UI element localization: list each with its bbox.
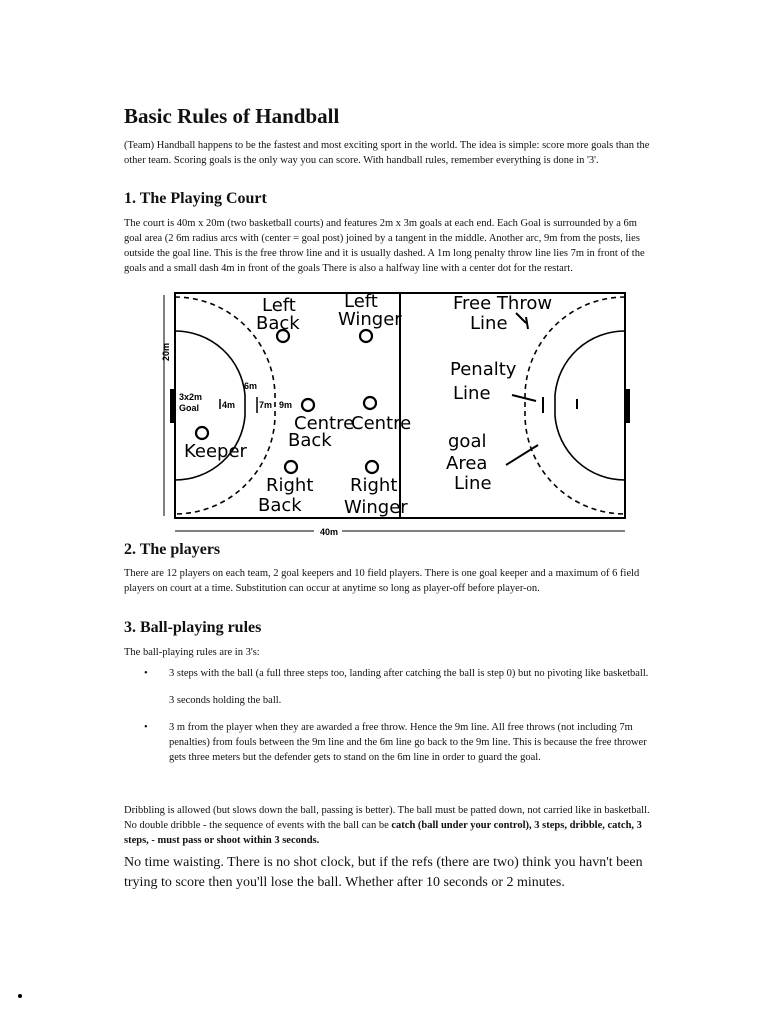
right-goal — [625, 389, 630, 423]
right-free-throw-line — [525, 297, 625, 514]
left-goal — [170, 389, 175, 423]
dim-9m-label: 9m — [279, 400, 293, 410]
centre-label: Centre — [351, 413, 412, 434]
intro-paragraph: (Team) Handball happens to be the fastest and most exciting sport in the world. The idea is simple: score more goals than the other team. Scoring goals is the only way you can score. With handball rules, remember everything is done in '3'. — [124, 140, 650, 166]
ball-rules-list — [124, 666, 656, 765]
bullet-extra-text: 3 seconds holding the ball. — [169, 695, 282, 706]
bullet-text: 3 steps with the ball (a full three steps too, landing after catching the ball is step 0) but no pivoting like basketball. — [169, 668, 649, 679]
bullet-dot: • — [144, 722, 148, 733]
left-back-label-2: Back — [256, 313, 300, 334]
free-throw-label-2: Line — [470, 313, 508, 334]
right-winger-label-1: Right — [350, 475, 398, 496]
free-throw-arrow — [516, 313, 528, 329]
list-item — [124, 666, 656, 708]
list-item — [124, 720, 656, 765]
dribble-text: Dribbling is allowed (but slows down the ball, passing is better). The ball must be patted down, not carried like in basketball. No double dribble - the sequence of events with the ball can be — [124, 805, 650, 831]
dim-7m-label: 7m — [259, 400, 273, 410]
dribble-paragraph — [124, 803, 656, 848]
right-back-marker — [285, 461, 297, 473]
penalty-arrow — [512, 395, 536, 401]
free-throw-label-1: Free Throw — [453, 293, 553, 314]
right-goal-area-line — [555, 331, 625, 480]
players-paragraph: There are 12 players on each team, 2 goal keepers and 10 field players. There is one goal keeper and a maximum of 6 field players on court at a time. Substitution can occur at anytime so long as player-off before player-on. — [124, 568, 640, 594]
goal-area-arrow — [506, 445, 538, 465]
right-back-label-1: Right — [266, 475, 314, 496]
dribble-sequence-text: catch (ball under your control), 3 steps, dribble, catch, 3 steps, - must pass or shoot within 3 seconds. — [124, 820, 642, 846]
court-paragraph: The court is 40m x 20m (two basketball courts) and features 2m x 3m goals at each end. Each Goal is surrounded by a 6m goal area (2 6m radius arcs with (center = goal post) joined by a tangent in the middle. Another arc, 9m from the posts, lies outside the goal line. This is the free throw line and it is usually dashed. A 1m long penalty throw line lies 7m in front of the goals and a small dash 4m in front of the goals There is also a halfway line with a center dot for the restart. — [124, 218, 645, 274]
court-diagram — [148, 283, 658, 541]
goal-word-label: Goal — [179, 403, 200, 413]
goal-area-label-2: Area — [446, 453, 488, 474]
goal-area-label-1: goal — [448, 431, 487, 452]
centre-back-marker — [302, 399, 314, 411]
court-diagram-svg — [148, 283, 658, 541]
right-winger-marker — [366, 461, 378, 473]
penalty-label-1: Penalty — [450, 359, 517, 380]
ball-rules-intro: The ball-playing rules are in 3's: — [124, 647, 260, 658]
dim-4m-label: 4m — [222, 400, 236, 410]
ball-rules-heading: 3. Ball-playing rules — [124, 619, 262, 636]
centre-back-label-1: Centre — [294, 413, 355, 434]
right-winger-label-2: Winger — [344, 497, 408, 518]
closing-note: No time waisting. There is no shot clock, but if the refs (there are two) think you havn't been trying to score then you'll lose the ball. Whether after 10 seconds or 2 minutes. — [124, 855, 643, 890]
left-winger-label-2: Winger — [338, 309, 402, 330]
bullet-dot: • — [144, 668, 148, 679]
players-heading: 2. The players — [124, 541, 221, 558]
centre-back-label-2: Back — [288, 430, 332, 451]
bullet-text: 3 m from the player when they are awarded a free throw. Hence the 9m line. All free throws (not including 7m penalties) from fouls between the 9m line and the 6m line go back to the 9m line. This is because the free thrower gets three meters but the defender gets to stand on the 6m line in order to guard the goal. — [169, 722, 647, 763]
keeper-label: Keeper — [184, 441, 247, 462]
goal-size-label: 3x2m — [179, 392, 203, 402]
court-heading: 1. The Playing Court — [124, 190, 267, 207]
right-back-label-2: Back — [258, 495, 302, 516]
left-winger-marker — [360, 330, 372, 342]
page-title: Basic Rules of Handball — [124, 104, 340, 128]
dim-6m-label: 6m — [244, 381, 258, 391]
keeper-marker — [196, 427, 208, 439]
scan-speck — [18, 994, 22, 998]
left-winger-label-1: Left — [344, 291, 378, 312]
height-label: 20m — [161, 342, 171, 361]
width-label: 40m — [320, 527, 339, 537]
penalty-label-2: Line — [453, 383, 491, 404]
left-back-label-1: Left — [262, 295, 296, 316]
goal-area-label-3: Line — [454, 473, 492, 494]
centre-marker — [364, 397, 376, 409]
